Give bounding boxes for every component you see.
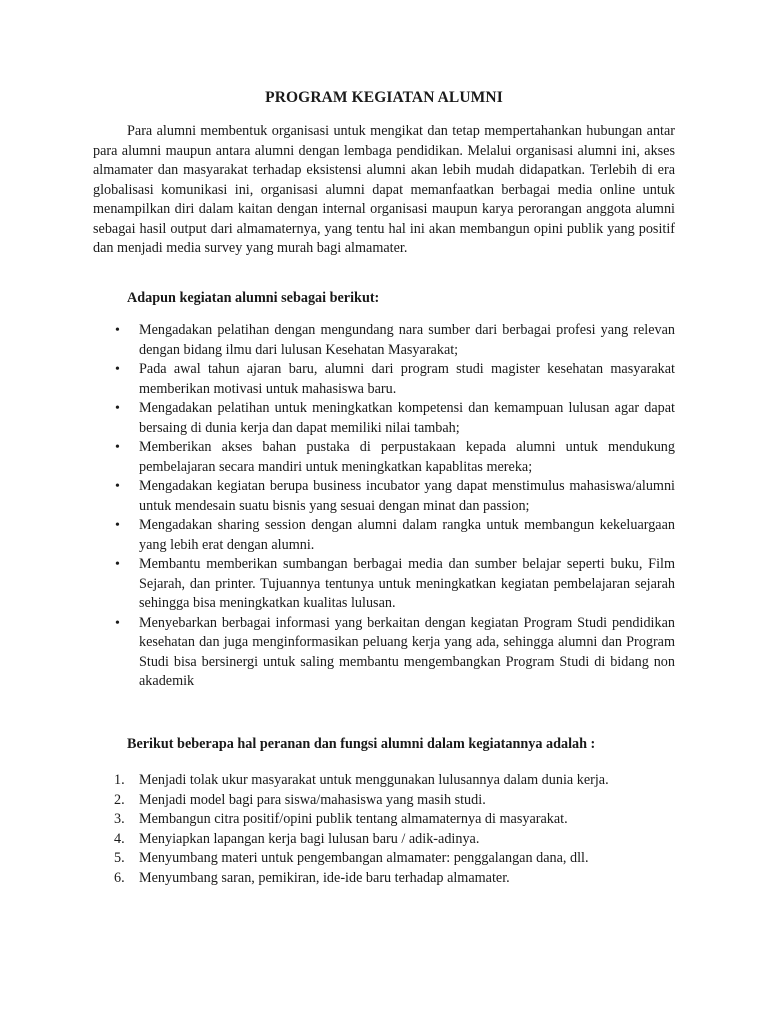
bullet-icon: • bbox=[115, 440, 120, 455]
role-number: 5. bbox=[114, 850, 125, 866]
activity-item bbox=[93, 321, 675, 360]
activity-text: Mengadakan kegiatan berupa business incubator yang dapat menstimulus mahasiswa/alumni untuk mendesain suatu bisnis yang sesuai dengan minat dan passion; bbox=[139, 478, 675, 514]
activity-item bbox=[93, 614, 675, 692]
roles-list bbox=[93, 771, 675, 888]
roles-heading: Berikut beberapa hal peranan dan fungsi alumni dalam kegiatannya adalah : bbox=[127, 736, 596, 752]
role-number: 1. bbox=[114, 772, 125, 788]
role-number: 2. bbox=[114, 791, 125, 808]
activity-text: Mengadakan pelatihan dengan mengundang nara sumber dari berbagai profesi yang relevan dengan bidang ilmu dari lulusan Kesehatan Masyarakat; bbox=[139, 322, 675, 358]
role-item bbox=[93, 869, 675, 889]
bullet-icon: • bbox=[115, 401, 120, 416]
document-title: PROGRAM KEGIATAN ALUMNI bbox=[265, 89, 503, 106]
role-text: Menjadi tolak ukur masyarakat untuk menggunakan lulusannya dalam dunia kerja. bbox=[139, 772, 609, 788]
bullet-icon: • bbox=[115, 615, 120, 631]
role-item bbox=[93, 810, 675, 830]
activities-heading: Adapun kegiatan alumni sebagai berikut: bbox=[127, 290, 380, 306]
bullet-icon: • bbox=[115, 518, 120, 533]
bullet-icon: • bbox=[115, 362, 120, 377]
activity-text: Membantu memberikan sumbangan berbagai media dan sumber belajar seperti buku, Film Sejarah, dan printer. Tujuannya tentunya untuk meningkatkan kegiatan pembelajaran sejarah sehingga bisa meningkatkan kualitas lulusan. bbox=[139, 556, 675, 611]
role-number: 4. bbox=[114, 830, 125, 847]
activity-text: Mengadakan pelatihan untuk meningkatkan kompetensi dan kemampuan lulusan agar dapat bersaing di dunia kerja dan dapat memiliki nilai tambah; bbox=[139, 400, 675, 436]
bullet-icon: • bbox=[115, 557, 120, 572]
role-item bbox=[93, 791, 675, 811]
role-item bbox=[93, 849, 675, 869]
activity-item bbox=[93, 399, 675, 438]
activity-item bbox=[93, 477, 675, 516]
bullet-icon: • bbox=[115, 479, 120, 494]
activities-list bbox=[93, 321, 675, 692]
role-item bbox=[93, 830, 675, 850]
role-text: Menjadi model bagi para siswa/mahasiswa yang masih studi. bbox=[139, 791, 486, 808]
activity-text: Mengadakan sharing session dengan alumni dalam rangka untuk membangun kekeluargaan yang lebih erat dengan alumni. bbox=[139, 517, 675, 553]
role-number: 6. bbox=[114, 869, 125, 886]
role-text: Menyiapkan lapangan kerja bagi lulusan baru / adik-adinya. bbox=[139, 830, 480, 847]
role-text: Menyumbang materi untuk pengembangan almamater: penggalangan dana, dll. bbox=[139, 850, 589, 866]
role-text: Menyumbang saran, pemikiran, ide-ide baru terhadap almamater. bbox=[139, 869, 510, 886]
bullet-icon: • bbox=[115, 323, 120, 338]
role-number: 3. bbox=[114, 811, 125, 827]
activity-item bbox=[93, 516, 675, 555]
activity-item bbox=[93, 555, 675, 614]
activity-text: Menyebarkan berbagai informasi yang berkaitan dengan kegiatan Program Studi pendidikan kesehatan dan juga menginformasikan peluang kerja yang ada, sehingga alumni dan Program Studi bisa bersinergi untuk saling membantu mengembangkan Program Studi di bidang non akademik bbox=[139, 614, 675, 689]
activity-item bbox=[93, 360, 675, 399]
activity-item bbox=[93, 438, 675, 477]
activity-text: Pada awal tahun ajaran baru, alumni dari program studi magister kesehatan masyarakat memberikan motivasi untuk mahasiswa baru. bbox=[139, 361, 675, 397]
role-item bbox=[93, 771, 675, 791]
activity-text: Memberikan akses bahan pustaka di perpustakaan kepada alumni untuk mendukung pembelajaran secara mandiri untuk meningkatkan kapablitas mereka; bbox=[139, 439, 675, 475]
intro-paragraph: Para alumni membentuk organisasi untuk mengikat dan tetap mempertahankan hubungan antar para alumni maupun antara alumni dengan lembaga pendidikan. Melalui organisasi alumni ini, akses almamater dan masyarakat terhadap eksistensi alumni akan lebih mudah didapatkan. Terlebih di era globalisasi komunikasi ini, organisasi alumni dapat memanfaatkan berbagai media online untuk menampilkan diri dalam kaitan dengan internal organisasi maupun karya perorangan anggota alumni sebagai hasil output dari almamaternya, yang tentu hal ini akan membangun opini publik yang positif dan menjadi media survey yang murah bagi almamater. bbox=[93, 123, 675, 256]
role-text: Membangun citra positif/opini publik tentang almamaternya di masyarakat. bbox=[139, 811, 568, 827]
